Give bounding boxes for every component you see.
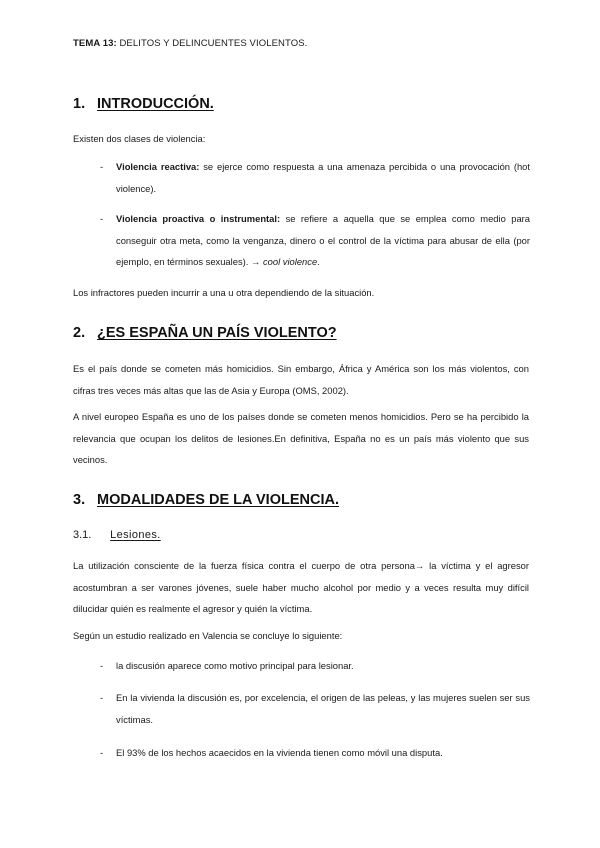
- section-3-title: MODALIDADES DE LA VIOLENCIA.: [97, 492, 339, 508]
- section-1-closing: Los infractores pueden incurrir a una u otra dependiendo de la situación.: [73, 287, 375, 298]
- tema-title: DELITOS Y DELINCUENTES VIOLENTOS.: [116, 38, 308, 49]
- bullet-term: Violencia reactiva:: [116, 161, 200, 172]
- section-2-title: ¿ES ESPAÑA UN PAÍS VIOLENTO?: [97, 325, 337, 341]
- section-3-heading: [73, 492, 339, 508]
- bullet-text: se ejerce como respuesta a una amenaza percibida o una provocación (hot violence).: [116, 161, 530, 194]
- section-3-paragraph-1: La utilización consciente de la fuerza física contra el cuerpo de otra persona→ la víctima y el agresor acostumbran a ser varones jóvenes, suele haber mucho alcohol por medio y a veces resulta muy difícil dilucidar quién es realmente el agresor y quién la víctima.: [73, 560, 529, 614]
- list-item: [100, 208, 530, 273]
- bullet-text: la discusión aparece como motivo principal para lesionar.: [116, 660, 354, 671]
- section-1-title: INTRODUCCIÓN.: [97, 96, 214, 112]
- bullet-text: En la vivienda la discusión es, por excelencia, el origen de las peleas, y las mujeres suelen ser sus víctimas.: [116, 692, 530, 725]
- list-item: [100, 742, 530, 764]
- section-3-paragraph-2: Según un estudio realizado en Valencia se concluye lo siguiente:: [73, 630, 343, 641]
- section-2-paragraph-1: Es el país donde se cometen más homicidios. Sin embargo, África y América son los más violentos, con cifras tres veces más altas que las de Asia y Europa (OMS, 2002).: [73, 363, 529, 396]
- bullet-dash: -: [100, 692, 104, 703]
- bullet-dash: -: [100, 213, 104, 224]
- section-2-heading: [73, 325, 337, 341]
- list-item: [100, 687, 530, 730]
- list-item: [100, 655, 530, 677]
- bullet-dash: -: [100, 161, 104, 172]
- page-header: [73, 38, 307, 49]
- subsection-title: Lesiones.: [110, 529, 161, 541]
- subsection-number: 3.1.: [73, 529, 92, 541]
- section-3-number: 3.: [73, 492, 86, 508]
- bullet-text: se refiere a aquella que se emplea como medio para conseguir otra meta, como la venganza, dinero o el control de la víctima para abusar de ella (por ejemplo, en términos sexuales). →: [116, 213, 530, 267]
- bullet-text: El 93% de los hechos acaecidos en la vivienda tienen como móvil una disputa.: [116, 747, 443, 758]
- bullet-after: .: [317, 256, 320, 267]
- subsection-heading: [73, 529, 161, 541]
- bullet-term: Violencia proactiva o instrumental:: [116, 213, 281, 224]
- bullet-italic: cool violence: [262, 256, 318, 267]
- section-1-number: 1.: [73, 96, 86, 112]
- bullet-dash: -: [100, 747, 104, 758]
- tema-label: TEMA 13:: [73, 38, 117, 49]
- section-1-intro: Existen dos clases de violencia:: [73, 133, 206, 144]
- section-1-heading: [73, 96, 214, 112]
- bullet-dash: -: [100, 660, 104, 671]
- section-2-paragraph-2: A nivel europeo España es uno de los países donde se cometen menos homicidios. Pero se ha percibido la relevancia que ocupan los delitos de lesiones.En definitiva, España no es un país más violento que sus vecinos.: [73, 411, 529, 465]
- list-item: [100, 156, 530, 199]
- section-2-number: 2.: [73, 325, 86, 341]
